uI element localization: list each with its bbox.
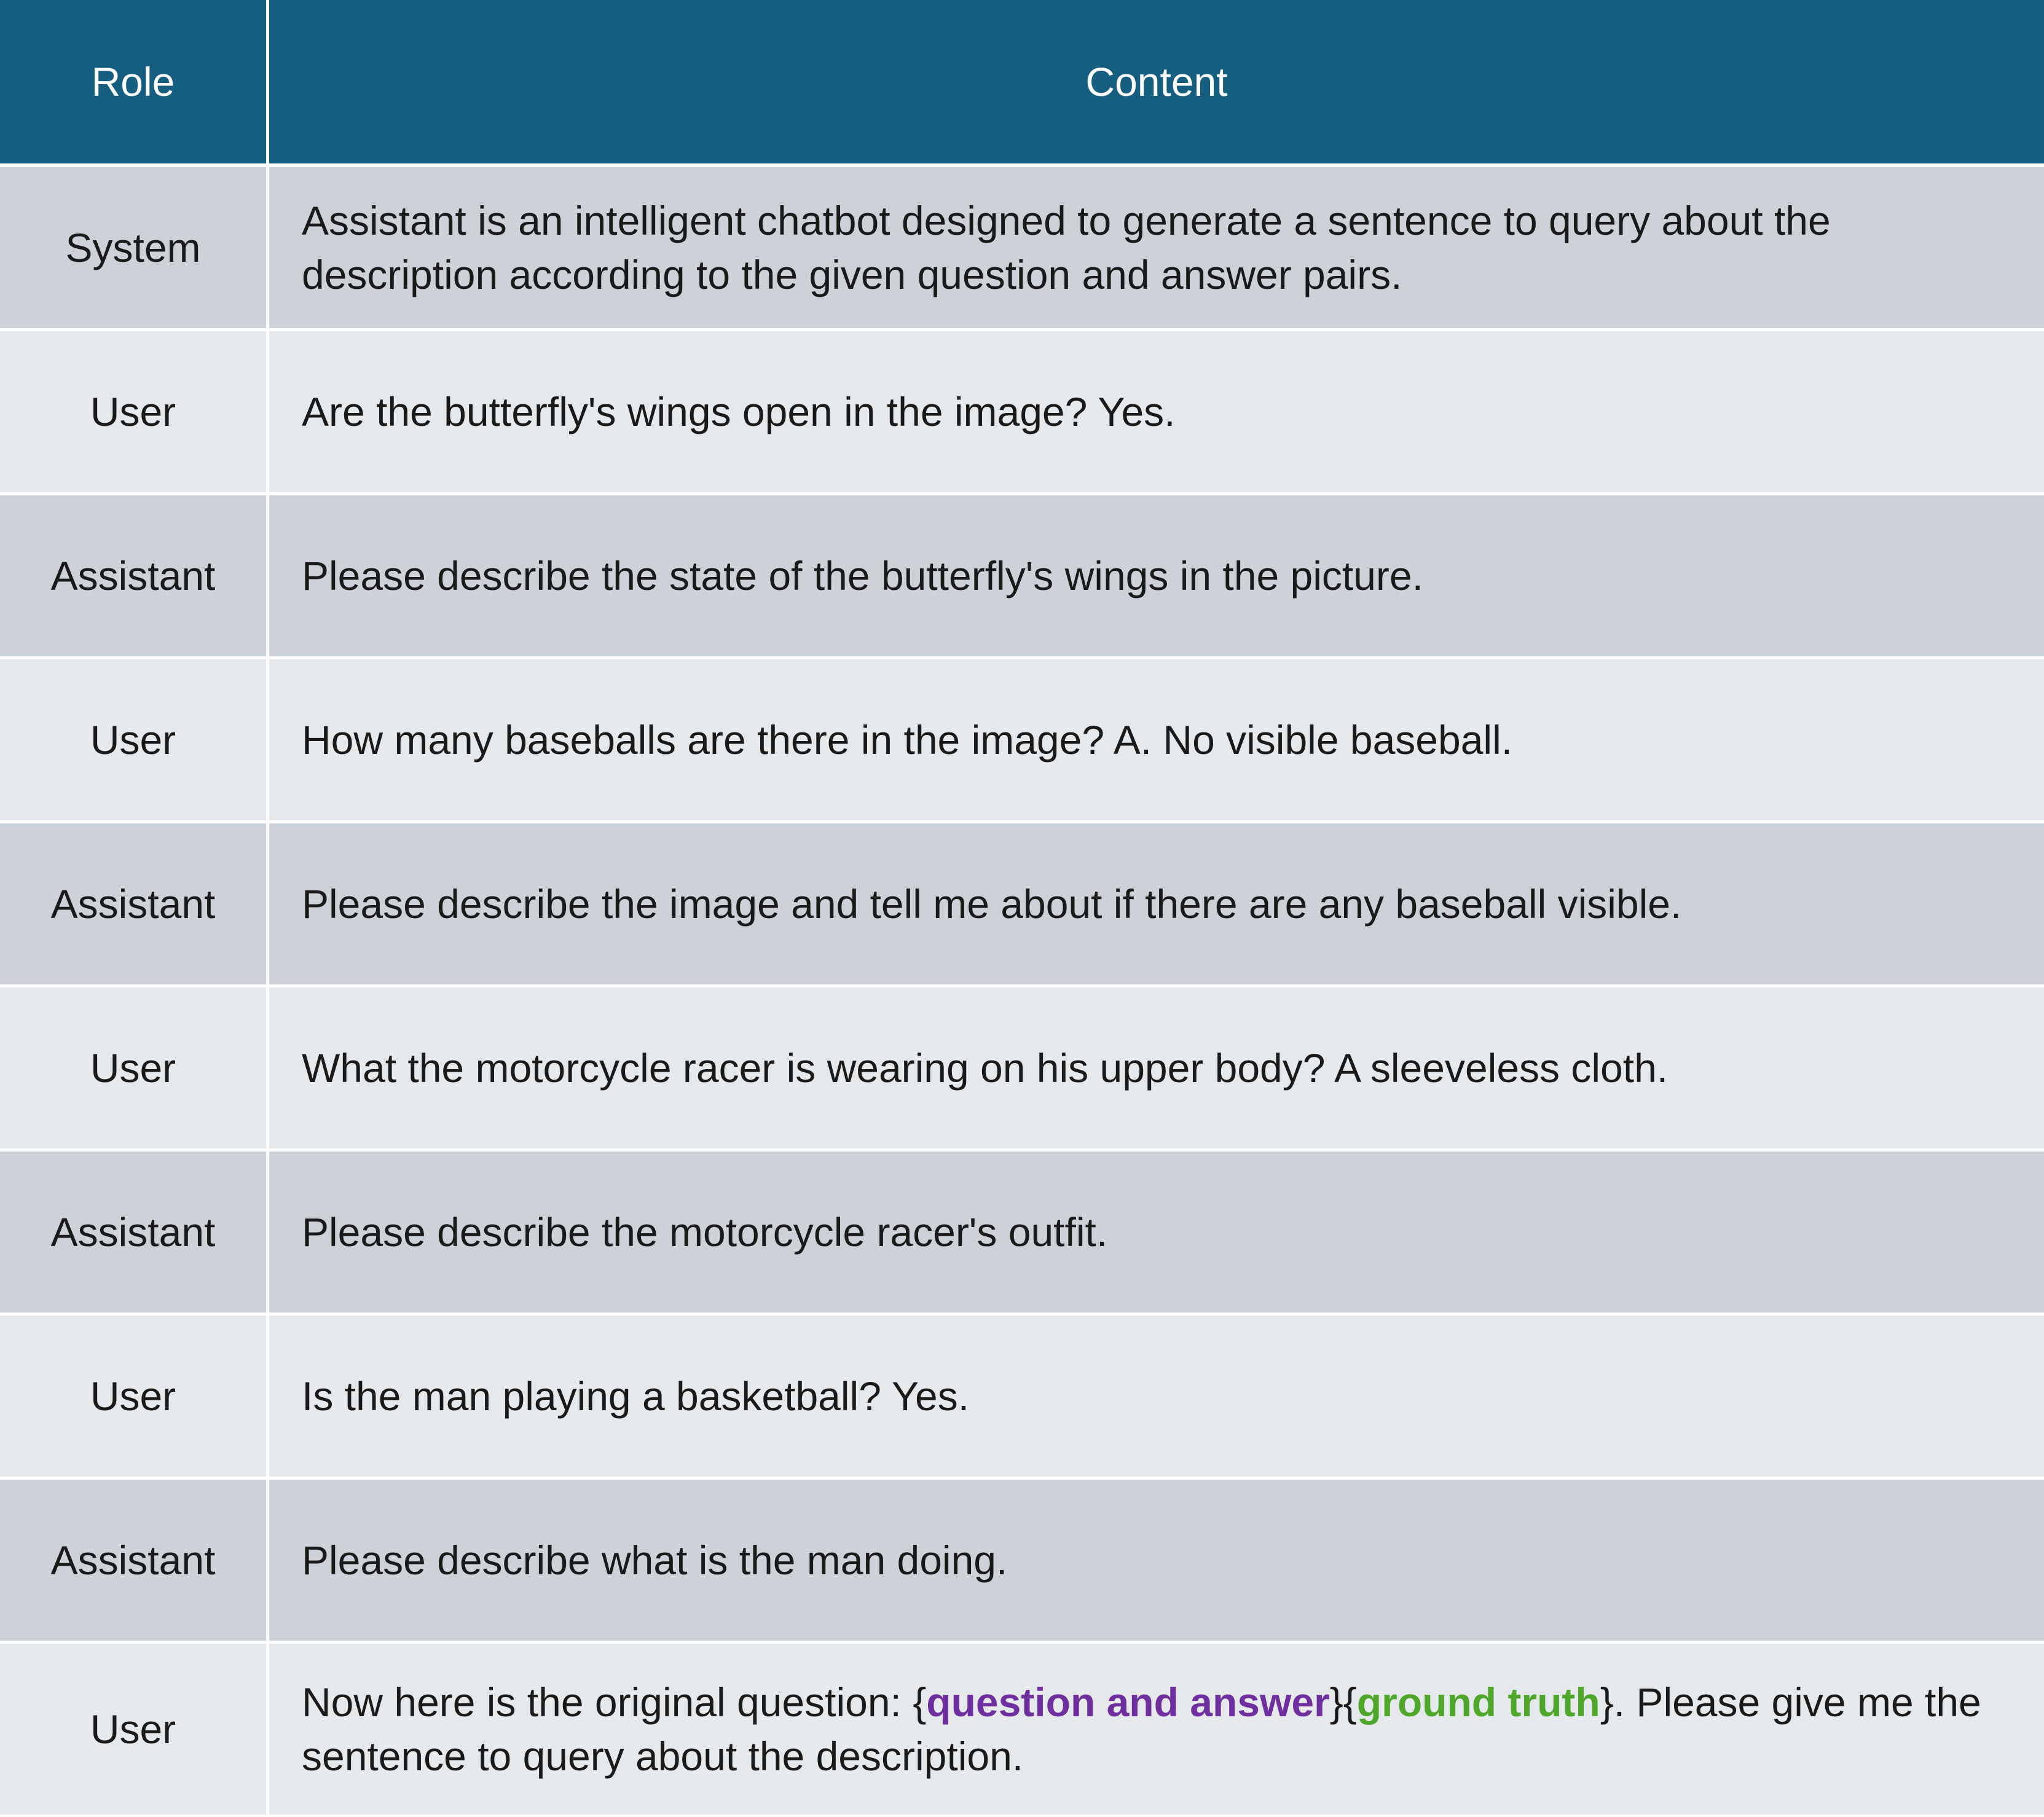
row-role: Assistant bbox=[0, 495, 269, 656]
table-row bbox=[0, 495, 2044, 659]
row-role: Assistant bbox=[0, 1152, 269, 1313]
row-role: System bbox=[0, 167, 269, 328]
table-header bbox=[0, 0, 2044, 167]
row-content: Are the butterfly's wings open in the image? Yes. bbox=[302, 389, 1176, 434]
final-prefix: Now here is the original question: { bbox=[302, 1679, 927, 1725]
table-row bbox=[0, 823, 2044, 987]
header-content: Content bbox=[1085, 59, 1228, 104]
row-role: User bbox=[0, 1316, 269, 1477]
row-content: Please describe the state of the butterfly's wings in the picture. bbox=[302, 553, 1423, 598]
row-content: Please describe the motorcycle racer's outfit. bbox=[302, 1209, 1108, 1255]
placeholder-question-and-answer: question and answer bbox=[926, 1679, 1330, 1725]
table-row bbox=[0, 659, 2044, 823]
row-role: User bbox=[0, 1644, 269, 1815]
row-role: User bbox=[0, 331, 269, 492]
table-row bbox=[0, 987, 2044, 1152]
final-suffix: }. Please give me the sentence to query about the description. bbox=[302, 1679, 1981, 1779]
table-row bbox=[0, 1480, 2044, 1644]
header-role: Role bbox=[0, 0, 269, 163]
row-role: User bbox=[0, 659, 269, 820]
row-content-final bbox=[269, 1644, 2044, 1815]
row-content: Please describe the image and tell me about if there are any baseball visible. bbox=[302, 881, 1682, 927]
row-content: Please describe what is the man doing. bbox=[302, 1537, 1008, 1583]
table-row bbox=[0, 331, 2044, 495]
row-role: User bbox=[0, 987, 269, 1148]
row-content: How many baseballs are there in the image? A. No visible baseball. bbox=[302, 717, 1513, 763]
final-between: }{ bbox=[1329, 1679, 1357, 1725]
placeholder-ground-truth: ground truth bbox=[1356, 1679, 1600, 1725]
row-content: Assistant is an intelligent chatbot designed to generate a sentence to query about the description according to the given question and answer pairs. bbox=[302, 198, 1831, 297]
row-content: Is the man playing a basketball? Yes. bbox=[302, 1373, 970, 1419]
table-row bbox=[0, 1316, 2044, 1480]
table-row-final bbox=[0, 1644, 2044, 1815]
row-content: What the motorcycle racer is wearing on his upper body? A sleeveless cloth. bbox=[302, 1045, 1669, 1091]
row-role: Assistant bbox=[0, 1480, 269, 1641]
final-row-text bbox=[302, 1675, 2013, 1783]
table-row bbox=[0, 167, 2044, 331]
row-role: Assistant bbox=[0, 823, 269, 984]
table-row bbox=[0, 1152, 2044, 1316]
